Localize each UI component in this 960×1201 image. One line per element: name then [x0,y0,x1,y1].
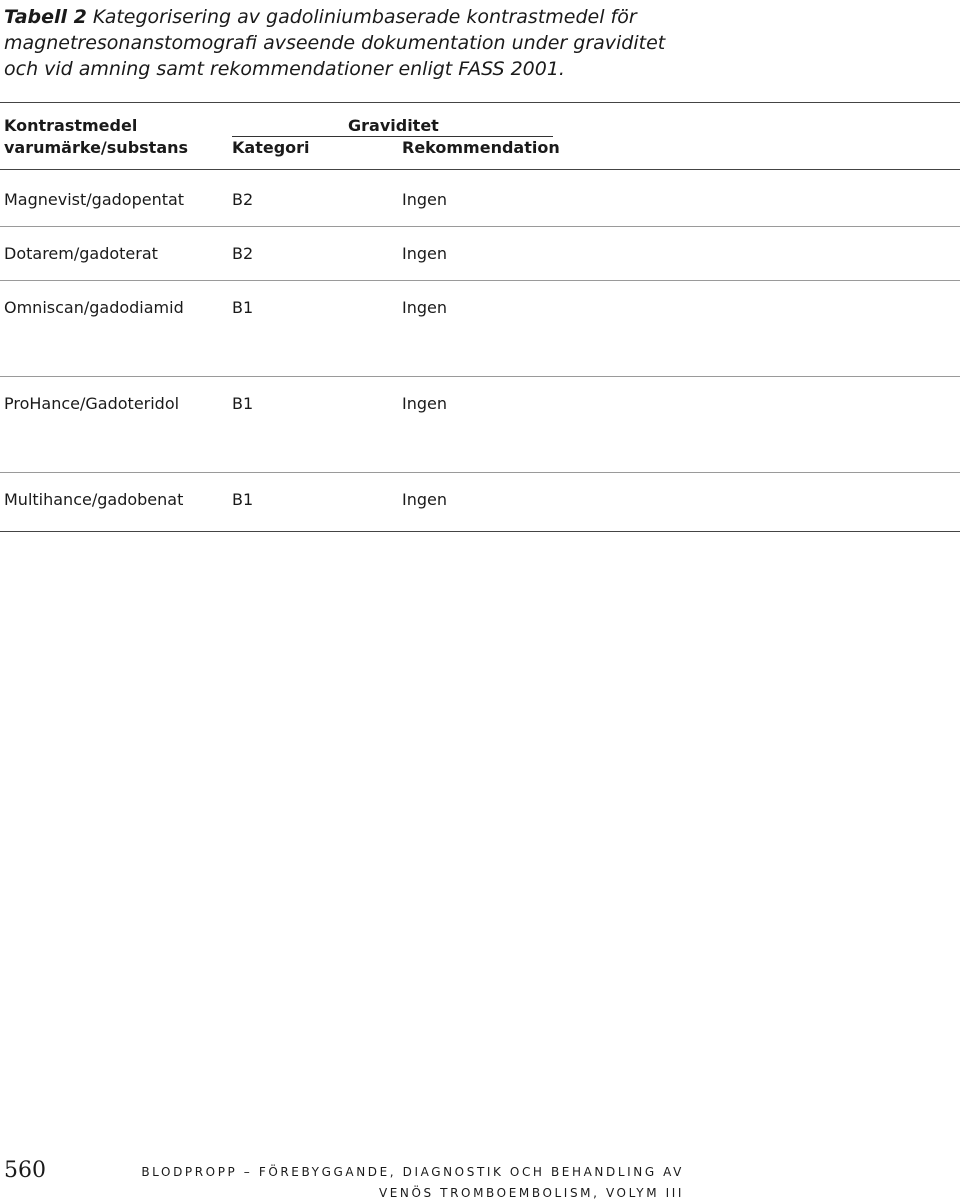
cell-recommendation: Ingen [402,244,447,263]
running-footer-line1: BLODPROPP – FÖREBYGGANDE, DIAGNOSTIK OCH BEHANDLING AV [141,1165,684,1179]
table-caption-label: Tabell 2 [4,6,87,28]
cell-category: B2 [232,244,254,263]
page-number: 560 [4,1158,46,1183]
cell-recommendation: Ingen [402,394,447,413]
running-footer-line2: VENÖS TROMBOEMBOLISM, VOLYM III [378,1186,684,1200]
cell-substance: ProHance/Gadoteridol [4,394,180,413]
cell-substance: Multihance/gadobenat [4,490,184,509]
row-divider [0,280,960,281]
cell-substance: Omniscan/gadodiamid [4,298,184,317]
header-contrast-agent: Kontrastmedel [4,116,138,135]
row-divider [0,472,960,473]
table-top-rule [0,102,960,103]
table-caption-text: Kategorisering av gadoliniumbaserade kontrastmedel för magnetresonanstomografi avseende dokumentation under graviditet och vid amning samt rekommendationer enligt FASS 2001. [4,6,666,80]
cell-recommendation: Ingen [402,490,447,509]
cell-category: B1 [232,394,254,413]
cell-substance: Dotarem/gadoterat [4,244,158,263]
header-category: Kategori [232,138,310,157]
row-divider [0,376,960,377]
cell-substance: Magnevist/gadopentat [4,190,185,209]
header-bottom-rule [0,169,960,170]
header-recommendation: Rekommendation [402,138,560,157]
cell-recommendation: Ingen [402,298,447,317]
header-pregnancy-group: Graviditet [348,116,439,135]
cell-recommendation: Ingen [402,190,447,209]
table-bottom-rule [0,531,960,532]
row-divider [0,226,960,227]
cell-category: B1 [232,490,254,509]
cell-category: B2 [232,190,254,209]
header-group-underline [232,136,553,137]
header-brand-substance: varumärke/substans [4,138,189,157]
table-caption [4,4,704,82]
cell-category: B1 [232,298,254,317]
